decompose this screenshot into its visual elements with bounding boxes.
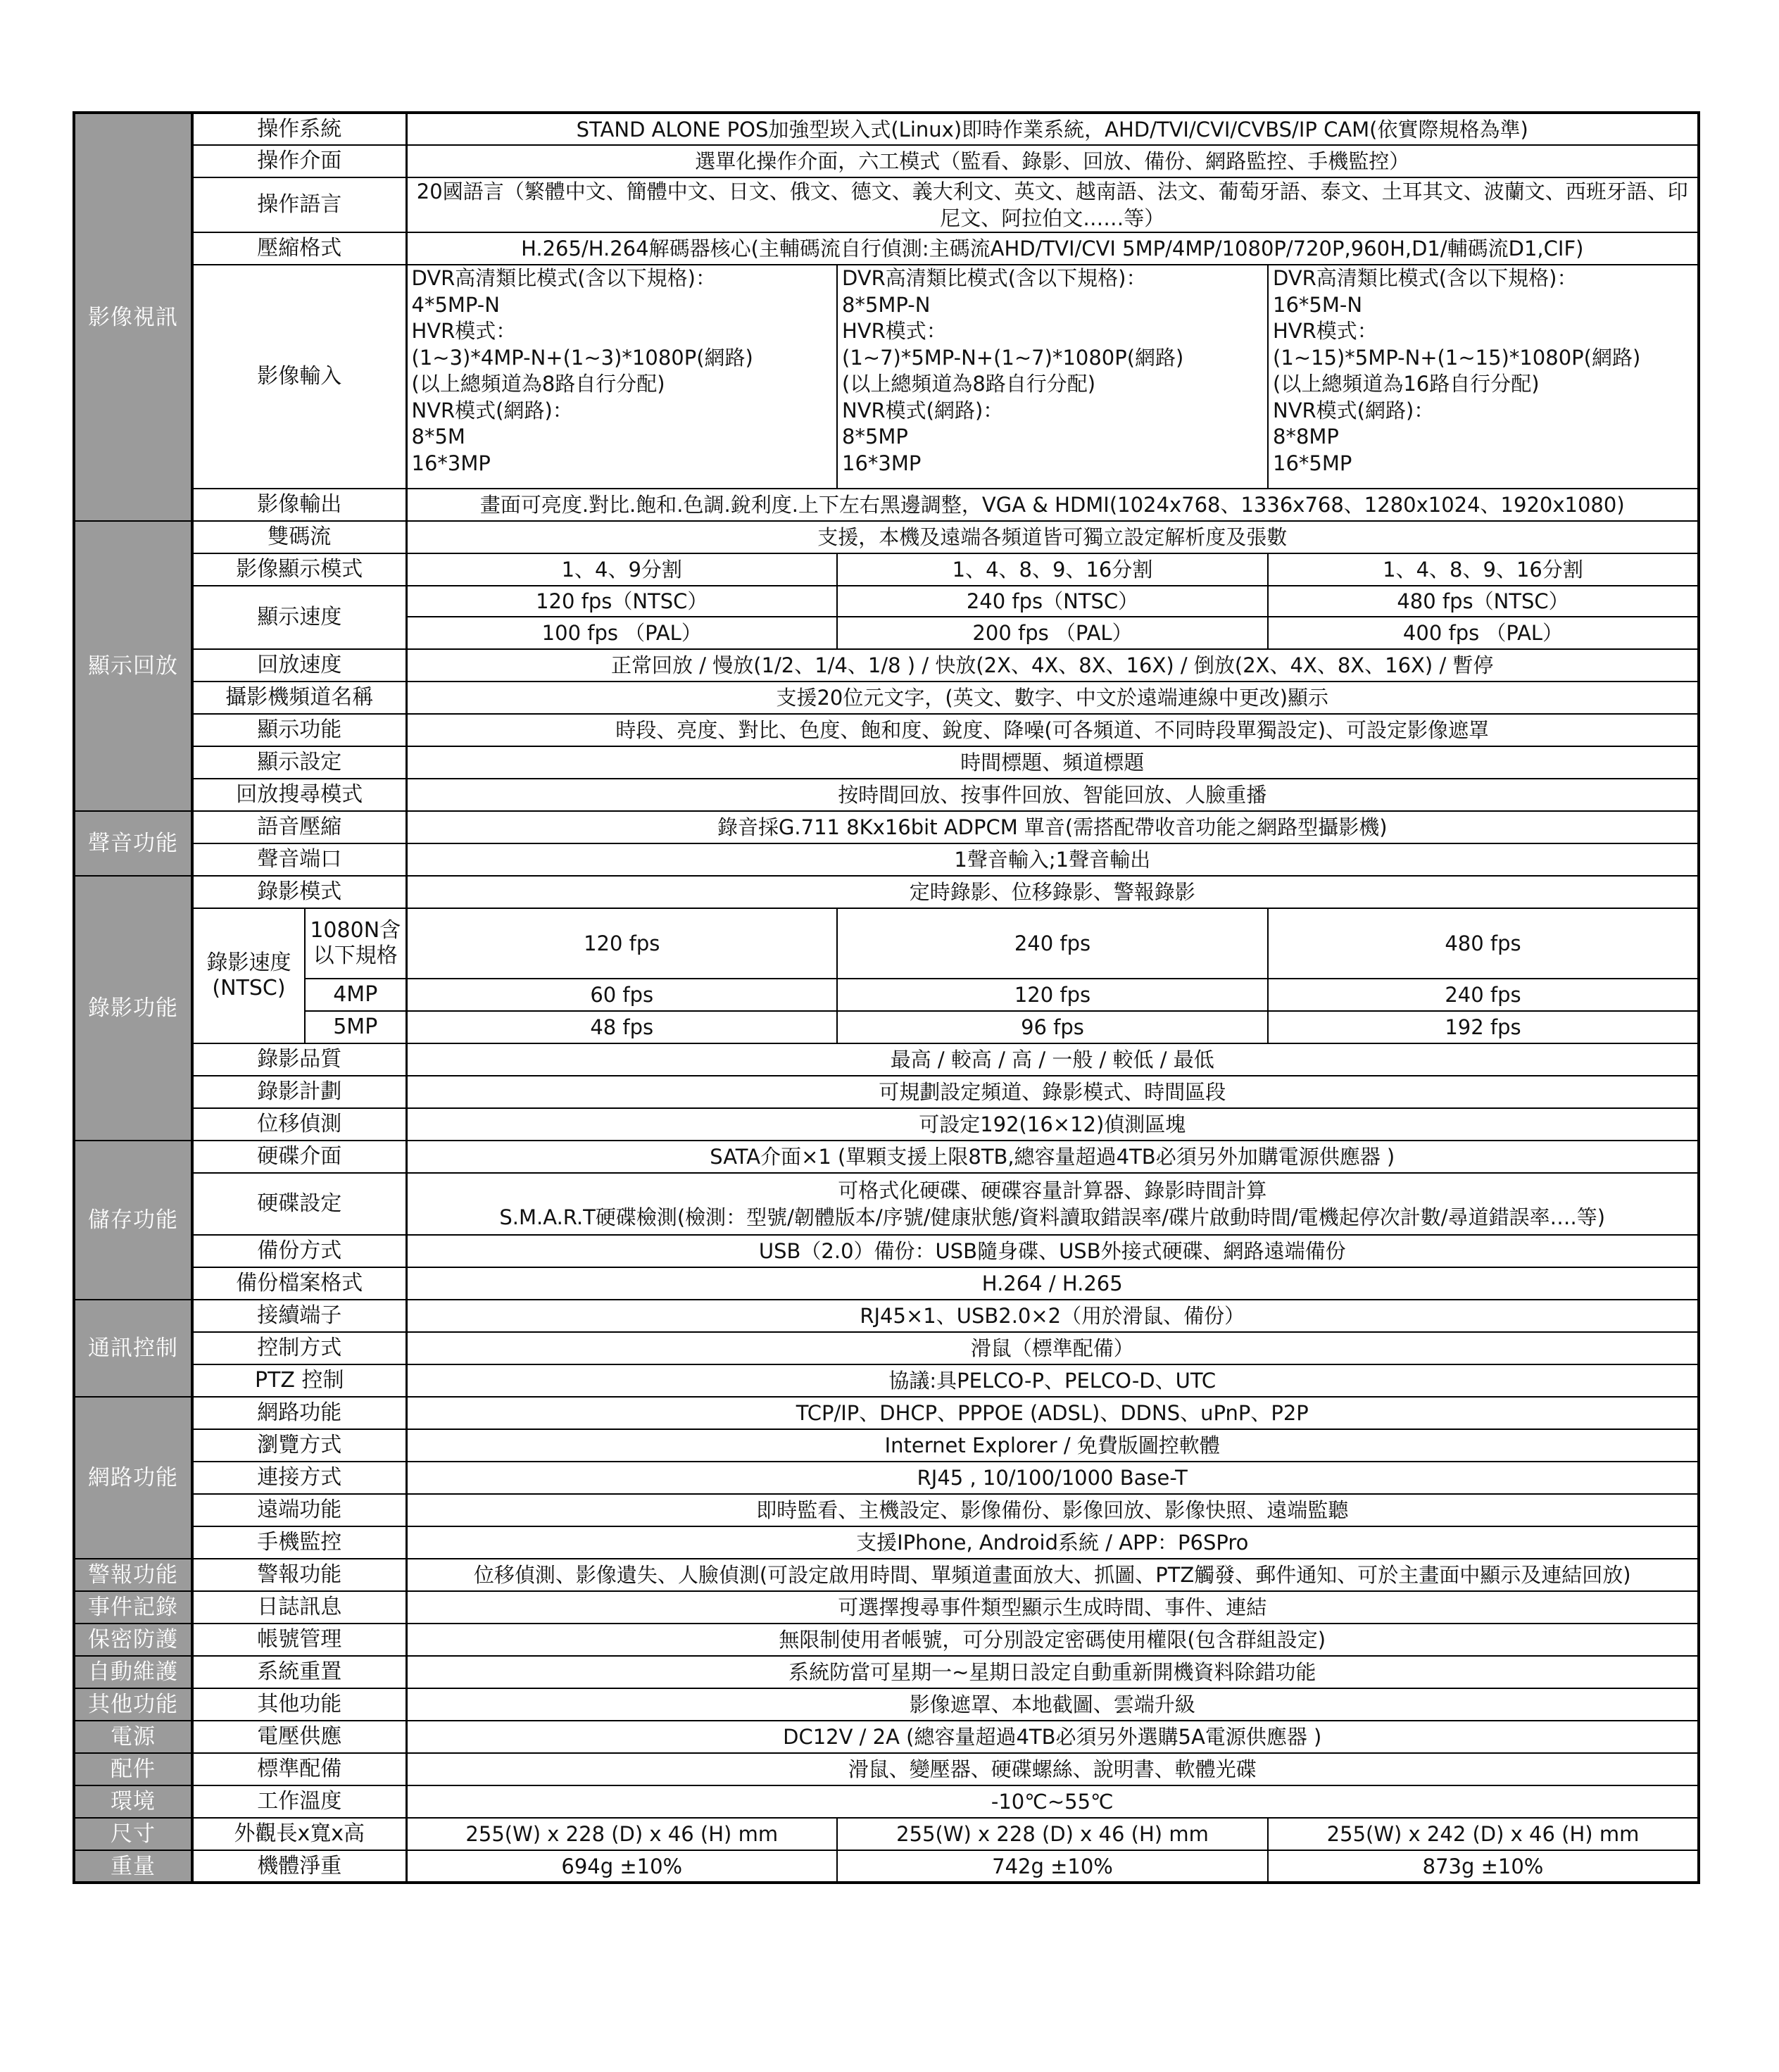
value-cell: Internet Explorer / 免費版圖控軟體 — [406, 1429, 1699, 1462]
value-line: HVR模式： — [842, 319, 947, 343]
value-cell: SATA介面×1 (單顆支援上限8TB,總容量超過4TB必須另外加購電源供應器 ) — [406, 1141, 1699, 1173]
value-cell: 400 fps （PAL） — [1268, 617, 1699, 649]
value-line: 4*5MP-N — [411, 292, 500, 317]
feature-label: 機體淨重 — [192, 1850, 406, 1883]
value-cell: 可設定192(16×12)偵測區塊 — [406, 1108, 1699, 1141]
feature-label: 操作介面 — [192, 145, 406, 177]
category-label: 配件 — [74, 1753, 192, 1785]
value-cell: RJ45×1、USB2.0×2（用於滑鼠、備份） — [406, 1300, 1699, 1332]
value-cell: 最高 / 較高 / 高 / 一般 / 較低 / 最低 — [406, 1043, 1699, 1076]
value-cell: 1聲音輸入;1聲音輸出 — [406, 843, 1699, 876]
value-cell: H.264 / H.265 — [406, 1267, 1699, 1300]
value-line: (以上總頻道為8路自行分配) — [842, 372, 1096, 396]
feature-label: 回放搜尋模式 — [192, 779, 406, 811]
feature-label: 攝影機頻道名稱 — [192, 682, 406, 714]
category-label: 儲存功能 — [74, 1141, 192, 1300]
category-label: 環境 — [74, 1785, 192, 1818]
feature-label: 硬碟介面 — [192, 1141, 406, 1173]
value-cell: 240 fps — [1268, 979, 1699, 1011]
value-line: 8*8MP — [1273, 425, 1339, 448]
feature-label: 錄影品質 — [192, 1043, 406, 1076]
value-cell: 選單化操作介面，六工模式（監看、錄影、回放、備份、網路監控、手機監控） — [406, 145, 1699, 177]
value-cell: 定時錄影、位移錄影、警報錄影 — [406, 876, 1699, 908]
value-cell: 可選擇搜尋事件類型顯示生成時間、事件、連結 — [406, 1591, 1699, 1624]
feature-label: 錄影速度 (NTSC) — [192, 908, 305, 1043]
value-cell: 192 fps — [1268, 1011, 1699, 1043]
category-label: 影像視訊 — [74, 113, 192, 521]
feature-label: 手機監控 — [192, 1526, 406, 1559]
value-cell: 錄音採G.711 8Kx16bit ADPCM 單音(需搭配帶收音功能之網路型攝影機) — [406, 811, 1699, 843]
value-line: (以上總頻道為8路自行分配) — [411, 372, 665, 396]
feature-label: 連接方式 — [192, 1462, 406, 1494]
value-cell: 按時間回放、按事件回放、智能回放、人臉重播 — [406, 779, 1699, 811]
feature-label: 日誌訊息 — [192, 1591, 406, 1624]
value-line: HVR模式： — [1273, 319, 1378, 343]
feature-label: 硬碟設定 — [192, 1173, 406, 1235]
category-label: 顯示回放 — [74, 521, 192, 811]
value-cell: DC12V / 2A (總容量超過4TB必須另外選購5A電源供應器 ) — [406, 1721, 1699, 1753]
value-cell: STAND ALONE POS加強型崁入式(Linux)即時作業系統，AHD/TVI/CVI/CVBS/IP CAM(依實際規格為準) — [406, 113, 1699, 145]
value-line: NVR模式(網路)： — [411, 398, 573, 422]
value-cell: 480 fps — [1268, 908, 1699, 979]
feature-label: 影像顯示模式 — [192, 553, 406, 586]
value-cell: 240 fps — [837, 908, 1268, 979]
value-cell: 480 fps（NTSC） — [1268, 586, 1699, 617]
category-label: 自動維護 — [74, 1656, 192, 1688]
feature-label: 標準配備 — [192, 1753, 406, 1785]
value-line: 8*5MP — [842, 425, 908, 448]
value-line: 16*3MP — [411, 451, 491, 475]
value-cell: 滑鼠（標準配備） — [406, 1332, 1699, 1364]
value-line: (1~15)*5MP-N+(1~15)*1080P(網路) — [1273, 345, 1641, 370]
sub-feature-label: 1080N含 以下規格 — [305, 908, 406, 979]
value-cell: 120 fps — [406, 908, 837, 979]
feature-label: 操作系統 — [192, 113, 406, 145]
sub-feature-label: 4MP — [305, 979, 406, 1011]
category-label: 重量 — [74, 1850, 192, 1883]
feature-label: 影像輸出 — [192, 489, 406, 521]
feature-label: 聲音端口 — [192, 843, 406, 876]
spec-table-body — [74, 113, 1699, 1883]
value-cell: 支援IPhone, Android系統 / APP：P6SPro — [406, 1526, 1699, 1559]
value-cell: 255(W) x 228 (D) x 46 (H) mm — [406, 1818, 837, 1850]
value-cell-multiline — [837, 265, 1268, 489]
category-label: 尺寸 — [74, 1818, 192, 1850]
value-cell: 正常回放 / 慢放(1/2、1/4、1/8 ) / 快放(2X、4X、8X、16X) / 倒放(2X、4X、8X、16X) / 暫停 — [406, 649, 1699, 682]
value-cell: TCP/IP、DHCP、PPPOE (ADSL)、DDNS、uPnP、P2P — [406, 1397, 1699, 1429]
category-label: 警報功能 — [74, 1559, 192, 1591]
category-label: 其他功能 — [74, 1688, 192, 1721]
value-cell: 時段、亮度、對比、色度、飽和度、銳度、降噪(可各頻道、不同時段單獨設定)、可設定影像遮罩 — [406, 714, 1699, 746]
value-line: 8*5M — [411, 425, 465, 448]
value-cell: 位移偵測、影像遺失、人臉偵測(可設定啟用時間、單頻道畫面放大、抓圖、PTZ觸發、郵件通知、可於主畫面中顯示及連結回放) — [406, 1559, 1699, 1591]
value-line: 16*5MP — [1273, 451, 1352, 475]
value-cell: 200 fps （PAL） — [837, 617, 1268, 649]
category-label: 網路功能 — [74, 1397, 192, 1559]
feature-label: PTZ 控制 — [192, 1364, 406, 1397]
value-line: (1~7)*5MP-N+(1~7)*1080P(網路) — [842, 345, 1184, 370]
category-label: 聲音功能 — [74, 811, 192, 876]
value-cell: 影像遮罩、本地截圖、雲端升級 — [406, 1688, 1699, 1721]
value-cell: 滑鼠、變壓器、硬碟螺絲、說明書、軟體光碟 — [406, 1753, 1699, 1785]
feature-label: 系統重置 — [192, 1656, 406, 1688]
value-cell: 系統防當可星期一~星期日設定自動重新開機資料除錯功能 — [406, 1656, 1699, 1688]
value-cell: 120 fps（NTSC） — [406, 586, 837, 617]
value-cell: 1、4、9分割 — [406, 553, 837, 586]
feature-label: 回放速度 — [192, 649, 406, 682]
feature-label: 控制方式 — [192, 1332, 406, 1364]
value-cell: 240 fps（NTSC） — [837, 586, 1268, 617]
value-cell-multiline — [406, 265, 837, 489]
feature-label: 錄影模式 — [192, 876, 406, 908]
value-cell: 即時監看、主機設定、影像備份、影像回放、影像快照、遠端監聽 — [406, 1494, 1699, 1526]
value-cell: 時間標題、頻道標題 — [406, 746, 1699, 779]
feature-label: 位移偵測 — [192, 1108, 406, 1141]
value-cell: 支援20位元文字，(英文、數字、中文於遠端連線中更改)顯示 — [406, 682, 1699, 714]
category-label: 電源 — [74, 1721, 192, 1753]
value-line: 16*5M-N — [1273, 292, 1363, 317]
value-cell: 可格式化硬碟、硬碟容量計算器、錄影時間計算 S.M.A.R.T硬碟檢測(檢測：型號/韌體版本/序號/健康狀態/資料讀取錯誤率/碟片啟動時間/電機起停次計數/尋道錯誤率….等) — [406, 1173, 1699, 1235]
value-cell: RJ45 , 10/100/1000 Base-T — [406, 1462, 1699, 1494]
feature-label: 備份檔案格式 — [192, 1267, 406, 1300]
value-cell: -10℃~55℃ — [406, 1785, 1699, 1818]
value-cell: 120 fps — [837, 979, 1268, 1011]
value-cell: H.265/H.264解碼器核心(主輔碼流自行偵測:主碼流AHD/TVI/CVI 5MP/4MP/1080P/720P,960H,D1/輔碼流D1,CIF) — [406, 232, 1699, 265]
value-cell: 100 fps （PAL） — [406, 617, 837, 649]
value-cell: 694g ±10% — [406, 1850, 837, 1883]
feature-label: 外觀長x寬x高 — [192, 1818, 406, 1850]
value-line: DVR高清類比模式(含以下規格)： — [411, 266, 716, 290]
value-cell: 畫面可亮度.對比.飽和.色調.銳利度.上下左右黑邊調整，VGA & HDMI(1024x768、1336x768、1280x1024、1920x1080) — [406, 489, 1699, 521]
feature-label: 網路功能 — [192, 1397, 406, 1429]
category-label: 事件記錄 — [74, 1591, 192, 1624]
category-label: 保密防護 — [74, 1624, 192, 1656]
feature-label: 雙碼流 — [192, 521, 406, 553]
feature-label: 其他功能 — [192, 1688, 406, 1721]
category-label: 錄影功能 — [74, 876, 192, 1141]
feature-label: 接續端子 — [192, 1300, 406, 1332]
value-cell: 96 fps — [837, 1011, 1268, 1043]
value-cell: 可規劃設定頻道、錄影模式、時間區段 — [406, 1076, 1699, 1108]
value-cell: 60 fps — [406, 979, 837, 1011]
value-line: 16*3MP — [842, 451, 922, 475]
feature-label: 帳號管理 — [192, 1624, 406, 1656]
feature-label: 錄影計劃 — [192, 1076, 406, 1108]
value-cell: 1、4、8、9、16分割 — [837, 553, 1268, 586]
value-line: NVR模式(網路)： — [1273, 398, 1435, 422]
feature-label: 影像輸入 — [192, 265, 406, 489]
value-cell: 協議:具PELCO-P、PELCO-D、UTC — [406, 1364, 1699, 1397]
value-cell: 無限制使用者帳號，可分別設定密碼使用權限(包含群組設定) — [406, 1624, 1699, 1656]
value-line: 8*5MP-N — [842, 292, 931, 317]
category-label: 通訊控制 — [74, 1300, 192, 1397]
feature-label: 遠端功能 — [192, 1494, 406, 1526]
value-line: (1~3)*4MP-N+(1~3)*1080P(網路) — [411, 345, 753, 370]
feature-label: 操作語言 — [192, 177, 406, 232]
feature-label: 顯示功能 — [192, 714, 406, 746]
value-line: NVR模式(網路)： — [842, 398, 1004, 422]
value-line: HVR模式： — [411, 319, 517, 343]
value-cell: 48 fps — [406, 1011, 837, 1043]
feature-label: 顯示設定 — [192, 746, 406, 779]
feature-label: 壓縮格式 — [192, 232, 406, 265]
value-cell: 255(W) x 228 (D) x 46 (H) mm — [837, 1818, 1268, 1850]
value-cell: 20國語言（繁體中文、簡體中文、日文、俄文、德文、義大利文、英文、越南語、法文、葡萄牙語、泰文、土耳其文、波蘭文、西班牙語、印尼文、阿拉伯文……等） — [406, 177, 1699, 232]
value-cell: 1、4、8、9、16分割 — [1268, 553, 1699, 586]
feature-label: 語音壓縮 — [192, 811, 406, 843]
value-cell: 支援，本機及遠端各頻道皆可獨立設定解析度及張數 — [406, 521, 1699, 553]
feature-label: 工作溫度 — [192, 1785, 406, 1818]
feature-label: 備份方式 — [192, 1235, 406, 1267]
value-line: (以上總頻道為16路自行分配) — [1273, 372, 1540, 396]
value-cell: 255(W) x 242 (D) x 46 (H) mm — [1268, 1818, 1699, 1850]
value-cell: USB（2.0）備份：USB隨身碟、USB外接式硬碟、網路遠端備份 — [406, 1235, 1699, 1267]
feature-label: 警報功能 — [192, 1559, 406, 1591]
value-line: DVR高清類比模式(含以下規格)： — [842, 266, 1147, 290]
feature-label: 顯示速度 — [192, 586, 406, 649]
spec-table — [73, 111, 1700, 1884]
sub-feature-label: 5MP — [305, 1011, 406, 1043]
feature-label: 電壓供應 — [192, 1721, 406, 1753]
value-cell: 873g ±10% — [1268, 1850, 1699, 1883]
value-line: DVR高清類比模式(含以下規格)： — [1273, 266, 1578, 290]
feature-label: 瀏覽方式 — [192, 1429, 406, 1462]
value-cell-multiline — [1268, 265, 1699, 489]
value-cell: 742g ±10% — [837, 1850, 1268, 1883]
